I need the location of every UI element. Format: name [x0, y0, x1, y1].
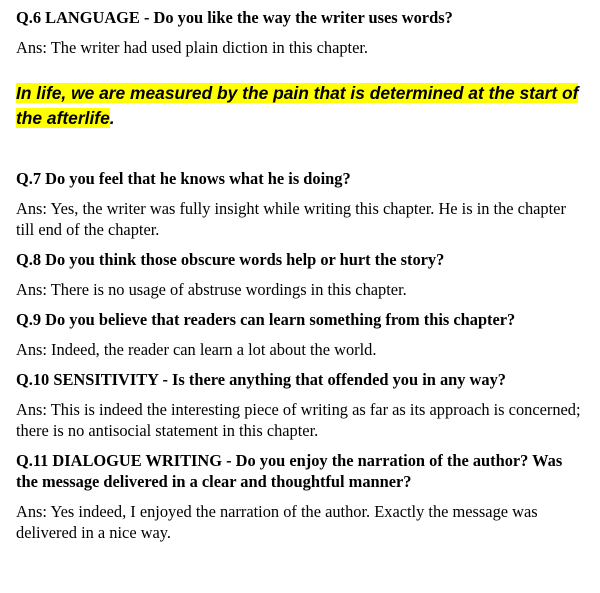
answer-q11: Ans: Yes indeed, I enjoyed the narration of the author. Exactly the message was delivered in a nice way. [16, 502, 538, 542]
question-q8: Q.8 Do you think those obscure words help or hurt the story? [16, 250, 445, 269]
question-q10: Q.10 SENSITIVITY - Is there anything that offended you in any way? [16, 370, 506, 389]
question-q6: Q.6 LANGUAGE - Do you like the way the writer uses words? [16, 8, 453, 27]
answer-q6: Ans: The writer had used plain diction in this chapter. [16, 38, 369, 57]
question-q7: Q.7 Do you feel that he knows what he is doing? [16, 169, 351, 188]
question-q11: Q.11 DIALOGUE WRITING - Do you enjoy the narration of the author? Was the message delivered in a clear and thoughtful manner? [16, 451, 563, 491]
answer-q9: Ans: Indeed, the reader can learn a lot about the world. [16, 340, 377, 359]
answer-q10: Ans: This is indeed the interesting piece of writing as far as its approach is concerned; there is no antisocial statement in this chapter. [16, 400, 581, 440]
highlighted-quote [16, 81, 586, 131]
quote-highlight: In life, we are measured by the pain that is determined at the start of the afterlife [16, 83, 579, 128]
answer-q8: Ans: There is no usage of abstruse wordings in this chapter. [16, 280, 407, 299]
question-q9: Q.9 Do you believe that readers can learn something from this chapter? [16, 310, 516, 329]
document-page [16, 0, 586, 543]
answer-q7: Ans: Yes, the writer was fully insight while writing this chapter. He is in the chapter till end of the chapter. [16, 199, 566, 239]
quote-period: . [109, 108, 115, 128]
